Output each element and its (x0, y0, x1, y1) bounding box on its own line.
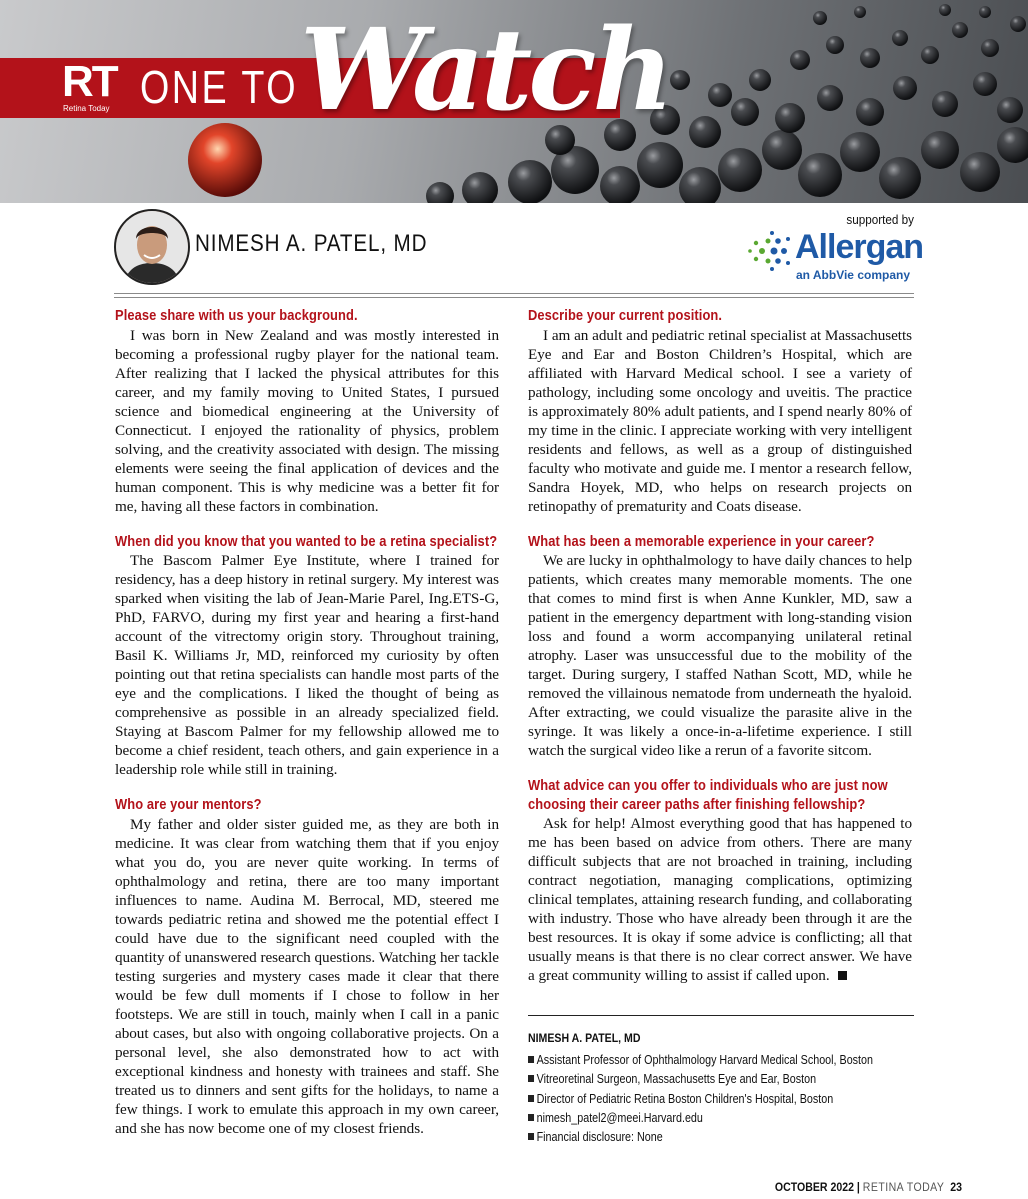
answer-retina-specialist: The Bascom Palmer Eye Institute, where I trained for residency, has a deep history in retinal surgery. My interest was sparked when visiting the lab of Jean-Marie Parel, Ing.ETS-G, PhD, FARVO, during my first year and hearing a first-hand account of the vitrectomy origin story. Throughout training, Basil K. Williams Jr, MD, reinforced my curiosity by often pointing out that retina specialists can handle most parts of the eye and the complications. I liked the thought of being as comprehensive as possible in an already specialized field. Staying at Bascom Palmer for my fellowship allowed me to become a chief resident, teach others, and gain experience in a leadership role while still in training. (115, 552, 499, 778)
bio-item: Assistant Professor of Ophthalmology Harvard Medical School, Boston (528, 1051, 927, 1070)
question-retina-specialist: When did you know that you wanted to be a retina specialist? (115, 532, 498, 550)
article-column-left (115, 307, 499, 1138)
bio-name: NIMESH A. PATEL, MD (528, 1031, 641, 1045)
allergan-tagline: an AbbVie company (795, 268, 910, 282)
avatar-portrait-icon (116, 211, 188, 283)
page-footer (731, 1180, 962, 1194)
retina-today-logo: RT (62, 57, 117, 106)
header-banner (0, 0, 1028, 203)
question-advice: What advice can you offer to individuals who are just now choosing their career paths after finishing fellowship? (528, 777, 888, 813)
supported-by-label: supported by (846, 212, 914, 227)
question-background: Please share with us your background. (115, 307, 358, 324)
bio-item: Financial disclosure: None (528, 1128, 927, 1147)
footer-publication: RETINA TODAY (862, 1180, 945, 1194)
end-of-article-mark (838, 971, 847, 980)
header-divider-bottom (114, 297, 914, 298)
bio-item: Director of Pediatric Retina Boston Children's Hospital, Boston (528, 1090, 927, 1109)
retina-today-logo-sub: Retina Today (63, 104, 110, 113)
avatar (114, 209, 190, 285)
bio-item: Vitreoretinal Surgeon, Massachusetts Eye and Ear, Boston (528, 1070, 927, 1089)
answer-background: I was born in New Zealand and was mostly interested in becoming a professional rugby player for the national team. After realizing that I lacked the physical attributes for this career, and my family moving to United States, I pursued science and biomedical engineering at the University of Connecticut. I enjoyed the rationality of physics, problem solving, and the creativity associated with design. The missing elements were seeing the final application of devices and the human component. This is why medicine was a better fit for me, having all these factors in combination. (115, 326, 499, 515)
question-memorable-experience: What has been a memorable experience in your career? (528, 532, 875, 550)
bio-email: nimesh_patel2@meei.Harvard.edu (528, 1109, 927, 1128)
allergan-dots-icon (748, 229, 794, 273)
answer-advice: Ask for help! Almost everything good that has happened to me has been based on advice from others. There are many difficult subjects that are not broached in training, including contract negotiation, managing complications, optimizing clinical templates, attaining research funding, and collaborating with industry. Those who have already been through it are the best resources. It is okay if some advice is conflicting; all that usually means is that there is no clear correct answer. We have a great community willing to assist if called upon. (528, 815, 912, 984)
answer-memorable-experience: We are lucky in ophthalmology to have daily chances to help patients, which creates many memorable moments. The one that comes to mind first is when Anne Kunkler, MD, saw a patient in the emergency department with long-standing vision loss and found a worm accompanying unilateral retinal atrophy. Laser was unsuccessful due to the mobility of the target. During surgery, I staffed Nathan Scott, MD, while he removed the villainous nematode from underneath the hyaloid. After extracting, we could visualize the parasite alive in the syringe. It was likely a once-in-a-lifetime experience. I still watch the surgical video like a rerun of a favorite sitcom. (528, 552, 912, 759)
question-mentors: Who are your mentors? (115, 796, 262, 813)
answer-current-position: I am an adult and pediatric retinal specialist at Massachusetts Eye and Ear and Boston Children’s Hospital, which are affiliated with Harvard Medical school. I see a variety of pathology, including some oncology and uveitis. The practice is approximately 80% adult patients, and I spend nearly 80% of my time in the clinic. I appreciate working with very intelligent residents and fellows, as well as a group of distinguished faculty who motivate and guide me. I mentor a research fellow, Sandra Hoyek, MD, who helps on research projects on retinopathy of prematurity and Coats disease. (528, 326, 912, 515)
banner-title-script: Watch (300, 5, 670, 136)
footer-separator: | (856, 1180, 860, 1194)
bio-divider (528, 1015, 914, 1016)
author-bio (528, 1031, 928, 1147)
profile-name: NIMESH A. PATEL, MD (195, 230, 428, 257)
allergan-logo: Allergan (795, 228, 924, 266)
header-divider-top (114, 293, 914, 294)
bio-list (528, 1051, 928, 1147)
banner-title-prefix: ONE TO (140, 61, 299, 113)
answer-mentors: My father and older sister guided me, as they are both in medicine. It was clear from watching them that if you enjoy what you do, you are never quite working. In terms of ophthalmology and retina, there are too many important influences to name. Audina M. Berrocal, MD, steered me towards pediatric retina and showed me the potential effect I could have due to the significant need coupled with the quantity of unanswered research questions. Watching her tackle testing surgeries and mystery cases made it clear that there would be few dull moments if I chose to follow in her footsteps. We are still in touch, mainly when I call in a panic about cases, but also with ongoing collaborative projects. On a personal level, she also demonstrated how to act with exceptional kindness and honesty with trainees and staff. She treated us to dinners and sent gifts for the holidays, to name a few things. I work to emulate this approach in my own career, and she has now become one of my closest friends. (115, 815, 499, 1137)
article-column-right (528, 307, 912, 985)
page-number: 23 (950, 1180, 962, 1194)
footer-date: OCTOBER 2022 (774, 1180, 854, 1194)
question-current-position: Describe your current position. (528, 307, 723, 324)
